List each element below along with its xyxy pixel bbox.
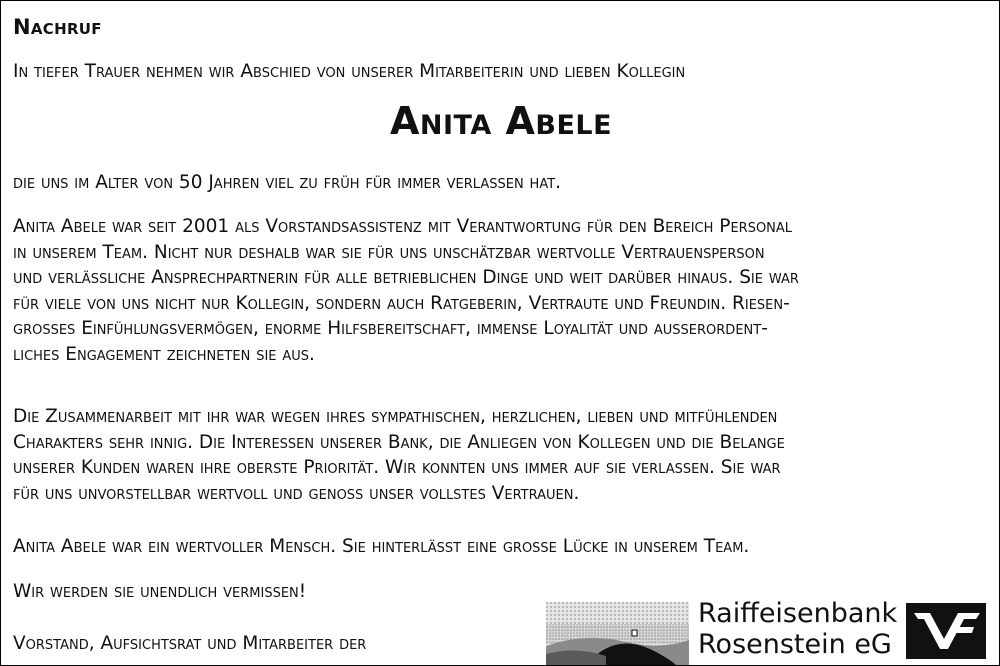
raiffeisen-logo-icon [906, 603, 986, 659]
hill-landscape-graphic [546, 602, 689, 665]
text-line: und verlässliche Ansprechpartnerin für alle betrieblichen Dinge und weit darüber hinaus. Sie war [13, 267, 799, 288]
paragraph-career [13, 214, 799, 367]
paragraph-tribute: Anita Abele war ein wertvoller Mensch. Sie hinterlässt eine grosse Lücke in unserem Team. [13, 536, 750, 557]
text-line: Anita Abele war seit 2001 als Vorstandsassistenz mit Verantwortung für den Bereich Personal [13, 216, 793, 237]
text-line: liches Engagement zeichneten sie aus. [13, 343, 315, 365]
text-line: grosses Einfühlungsvermögen, enorme Hilfsbereitschaft, immense Loyalität und ausserordent- [13, 318, 768, 339]
text-line: für uns unvorstellbar wertvoll und genoss unser vollstes Vertrauen. [13, 482, 580, 504]
text-line: für viele von uns nicht nur Kollegin, sondern auch Ratgeberin, Vertraute und Freundin. Riesen- [13, 292, 790, 314]
deceased-name: Anita Abele [389, 99, 613, 143]
bank-name-line: Rosenstein eG [698, 629, 892, 660]
age-line: die uns im Alter von 50 Jahren viel zu früh für immer verlassen hat. [13, 172, 562, 193]
paragraph-farewell: Wir werden sie unendlich vermissen! [13, 581, 307, 602]
bank-name-line: Raiffeisenbank [698, 598, 898, 629]
signature-line: Vorstand, Aufsichtsrat und Mitarbeiter der [13, 633, 367, 654]
text-line: Charakters sehr innig. Die Interessen unserer Bank, die Anliegen von Kollegen und die Belange [13, 431, 785, 453]
intro-line: In tiefer Trauer nehmen wir Abschied von unserer Mitarbeiterin und lieben Kollegin [13, 61, 686, 82]
text-line: Die Zusammenarbeit mit ihr war wegen ihres sympathischen, herzlichen, lieben und mitfühlenden [13, 406, 778, 427]
paragraph-character [13, 404, 785, 506]
notice-heading: Nachruf [13, 15, 102, 39]
text-line: unserer Kunden waren ihre oberste Priorität. Wir konnten uns immer auf sie verlassen. Sie war [13, 457, 781, 478]
text-line: in unserem Team. Nicht nur deshalb war sie für uns unschätzbar wertvolle Vertrauensperson [13, 241, 765, 263]
bank-name [698, 598, 897, 660]
